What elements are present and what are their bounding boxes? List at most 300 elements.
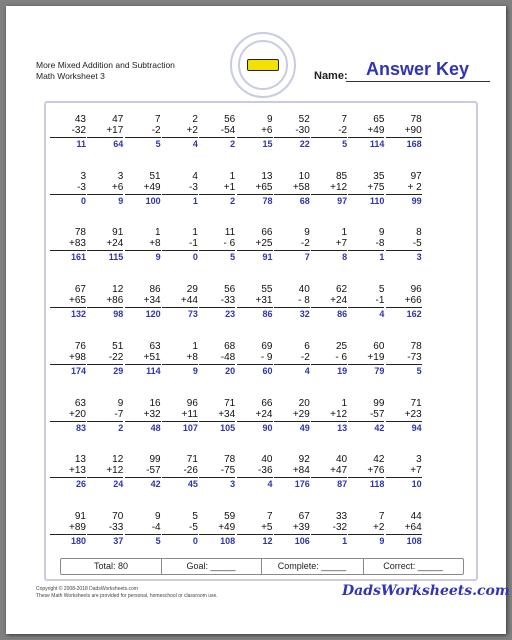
problem [237,284,273,320]
answer: 174 [70,365,86,376]
pencil-icon [247,59,279,71]
problem [125,511,161,547]
top-operand: 40 [298,284,310,296]
answer: 24 [113,479,124,490]
problem [87,511,123,547]
top-operand: 1 [341,397,348,409]
bottom-operand: +75 [367,181,385,193]
bottom-operand: +24 [106,238,124,250]
answer: 32 [299,309,310,320]
top-operand: 9 [378,227,385,239]
problem [311,341,347,377]
problem [162,284,198,320]
top-operand: 1 [192,340,198,352]
bottom-operand: -2 [151,125,161,136]
top-operand: 71 [410,397,422,409]
bottom-operand: -2 [338,125,348,136]
answer: 180 [70,535,86,546]
answer: 132 [70,309,86,320]
top-operand: 62 [335,284,348,296]
problem [311,511,347,547]
top-operand: 29 [186,284,198,296]
problem [87,454,123,490]
answer: 78 [262,195,273,206]
top-operand: 92 [298,454,310,466]
answer: 5 [342,139,348,149]
problem [311,398,347,434]
answer: 162 [406,309,422,320]
answer: 115 [108,252,124,263]
problem [311,227,347,263]
bottom-operand: +7 [335,238,348,250]
bottom-operand: -3 [188,181,198,193]
problem [125,454,161,490]
bottom-operand: +84 [292,465,310,477]
bottom-operand: - 8 [298,295,310,307]
top-operand: 12 [112,284,124,296]
top-operand: 35 [373,170,385,182]
bottom-operand: +49 [218,521,236,533]
answer: 5 [155,139,161,149]
top-operand: 11 [224,227,236,239]
top-operand: 1 [341,227,348,239]
answer: 176 [294,479,310,490]
problem [87,398,123,434]
answer: 5 [155,535,161,546]
problem [348,398,384,434]
top-operand: 5 [192,510,198,522]
bottom-operand: +12 [106,465,124,477]
top-operand: 91 [74,510,86,522]
problem [274,171,310,207]
top-operand: 9 [266,114,273,125]
problem [87,284,123,320]
problem [348,171,384,207]
bottom-operand: -22 [108,351,124,363]
problem [237,227,273,263]
answer: 4 [379,309,385,320]
problem [50,398,86,434]
answer: 110 [369,195,385,206]
bottom-operand: +13 [69,465,86,477]
top-operand: 4 [192,170,198,182]
top-operand: 44 [410,510,422,522]
answer: 37 [113,535,124,546]
top-operand: 65 [373,114,385,125]
problem [50,284,86,320]
top-operand: 91 [112,227,124,239]
answer: 42 [374,422,385,433]
answer: 23 [225,309,236,320]
top-operand: 1 [192,227,198,239]
bottom-operand: -33 [108,521,124,533]
answer: 3 [416,252,422,263]
bottom-operand: +8 [186,351,198,363]
bottom-operand: -5 [412,238,422,250]
problem [311,454,347,490]
bottom-operand: +11 [181,408,198,420]
answer: 1 [379,252,385,263]
bottom-operand: +58 [292,181,310,193]
problem [237,398,273,434]
problem [386,398,422,434]
problem [50,454,86,490]
answer: 49 [299,422,310,433]
bottom-operand: +8 [149,238,161,250]
top-operand: 3 [416,454,422,466]
bottom-operand: +49 [367,125,385,136]
problem [274,511,310,547]
top-operand: 56 [224,284,236,296]
answer: 99 [411,195,422,206]
top-operand: 63 [74,397,86,409]
top-operand: 51 [149,170,161,182]
problem [274,284,310,320]
problem [125,171,161,207]
bottom-operand: - 9 [260,351,273,363]
problem [50,114,86,150]
answer: 105 [220,422,236,433]
answer: 19 [337,365,348,376]
bottom-operand: -33 [220,295,236,307]
bottom-operand: +83 [69,238,86,250]
brand-logo: DadsWorksheets.com [342,583,510,599]
answer: 114 [369,139,385,149]
problem [199,398,235,434]
bottom-operand: -54 [220,125,236,136]
answer: 90 [262,422,273,433]
top-operand: 60 [373,340,385,352]
top-operand: 78 [224,454,236,466]
bottom-operand: +31 [255,295,273,307]
problem [237,114,273,150]
bottom-operand: +65 [69,295,86,307]
answer: 8 [342,252,348,263]
top-operand: 78 [74,227,86,239]
bottom-operand: -48 [220,351,236,363]
answer: 9 [379,535,385,546]
bottom-operand: +90 [404,125,422,136]
correct-field: Correct: _____ [383,561,443,571]
bottom-operand: +17 [106,125,124,136]
answer: 114 [146,365,161,376]
problem [386,227,422,263]
bottom-operand: +32 [143,408,161,420]
bottom-operand: +12 [330,181,348,193]
answer: 161 [70,252,86,263]
problem [386,114,422,150]
answer: 120 [145,309,161,320]
bottom-operand: -2 [300,238,310,250]
answer-key-label: Answer Key [366,59,470,79]
problem [199,284,235,320]
bottom-operand: +23 [404,408,422,420]
bottom-operand: +39 [292,521,310,533]
bottom-operand: +98 [69,351,86,363]
bottom-operand: +2 [372,521,385,533]
top-operand: 96 [186,397,198,409]
bottom-operand: - 6 [223,238,236,250]
top-operand: 68 [224,340,236,352]
complete-field: Complete: _____ [277,561,347,571]
bottom-operand: -3 [77,181,86,193]
answer: 9 [118,195,124,206]
name-field-line [346,81,490,82]
problem [162,341,198,377]
problem [125,114,161,150]
problem [386,511,422,547]
problem [162,171,198,207]
problem [311,284,347,320]
bottom-operand: +24 [255,408,273,420]
bottom-operand: +44 [180,295,198,307]
problem [162,511,198,547]
top-operand: 33 [335,510,348,522]
top-operand: 85 [335,170,348,182]
problem [237,454,273,490]
top-operand: 3 [80,170,86,182]
problem [199,511,235,547]
problem [50,511,86,547]
top-operand: 25 [335,340,348,352]
pencil-badge [230,32,296,98]
bottom-operand: -5 [188,521,198,533]
top-operand: 97 [410,170,422,182]
top-operand: 78 [410,340,422,352]
bottom-operand: + 2 [407,181,422,193]
problem [348,114,384,150]
bottom-operand: +76 [367,465,385,477]
bottom-operand: +64 [404,521,422,533]
top-operand: 7 [378,510,385,522]
answer: 107 [182,422,198,433]
top-operand: 76 [74,340,86,352]
problem [162,227,198,263]
answer: 4 [304,365,310,376]
top-operand: 20 [298,397,310,409]
bottom-operand: +34 [218,408,236,420]
answer: 0 [192,535,198,546]
bottom-operand: -36 [258,465,273,477]
problem [348,227,384,263]
top-operand: 67 [298,510,310,522]
answer: 83 [75,422,86,433]
top-operand: 63 [149,340,161,352]
problem [348,341,384,377]
goal-field: Goal: _____ [186,561,236,571]
answer: 4 [267,479,273,490]
bottom-operand: +25 [255,238,273,250]
problem [162,454,198,490]
problem [87,114,123,150]
answer: 26 [75,479,86,490]
problem [199,341,235,377]
bottom-operand: +49 [143,181,161,193]
bottom-operand: +65 [255,181,273,193]
top-operand: 13 [261,170,273,182]
answer: 94 [411,422,422,433]
answer: 42 [150,479,161,490]
bottom-operand: +12 [330,408,348,420]
top-operand: 51 [112,340,124,352]
answer: 168 [406,139,422,149]
answer: 98 [113,309,124,320]
top-operand: 12 [112,454,124,466]
problem [50,341,86,377]
bottom-operand: +34 [143,295,161,307]
top-operand: 47 [112,114,124,125]
answer: 86 [262,309,273,320]
bottom-operand: +29 [292,408,310,420]
answer: 2 [118,422,124,433]
answer: 60 [262,365,273,376]
problem [199,114,235,150]
score-footer [60,558,464,575]
top-operand: 59 [224,510,236,522]
answer: 79 [374,365,385,376]
bottom-operand: +86 [106,295,124,307]
problem [311,171,347,207]
copyright-text: Copyright © 2008-2018 DadsWorksheets.com [36,586,138,592]
bottom-operand: +19 [367,351,385,363]
problem [311,114,347,150]
problem [87,227,123,263]
answer: 45 [187,479,198,490]
top-operand: 16 [149,397,161,409]
answer: 7 [304,252,310,263]
bottom-operand: +6 [111,181,124,193]
problem [125,398,161,434]
bottom-operand: -7 [114,408,124,420]
answer: 2 [230,195,236,206]
bottom-operand: -32 [332,521,348,533]
answer: 9 [155,252,161,263]
top-operand: 9 [304,227,310,239]
answer: 0 [80,195,86,206]
answer: 22 [299,139,310,149]
bottom-operand: - 6 [335,351,348,363]
top-operand: 1 [229,170,236,182]
top-operand: 70 [112,510,124,522]
problem [50,227,86,263]
answer: 11 [76,139,86,149]
top-operand: 13 [74,454,86,466]
top-operand: 99 [149,454,161,466]
top-operand: 7 [266,510,273,522]
problem [386,284,422,320]
bottom-operand: -26 [183,465,198,477]
bottom-operand: -57 [369,408,385,420]
total-count: Total: 80 [93,561,129,571]
answer: 2 [230,139,236,149]
answer: 5 [416,365,422,376]
problem [274,454,310,490]
answer: 1 [192,195,198,206]
bottom-operand: -8 [375,238,385,250]
problem [87,171,123,207]
top-operand: 52 [298,114,310,125]
top-operand: 40 [261,454,273,466]
top-operand: 71 [186,454,198,466]
answer: 100 [145,195,161,206]
top-operand: 2 [192,114,198,125]
bottom-operand: +51 [143,351,161,363]
problem [237,511,273,547]
answer: 87 [337,479,348,490]
problem [50,171,86,207]
problem [237,171,273,207]
problem [162,398,198,434]
answer: 5 [230,252,236,263]
worksheet-page [6,6,510,634]
bottom-operand: +66 [404,295,422,307]
answer: 106 [294,535,310,546]
answer: 10 [411,479,422,490]
answer: 20 [225,365,236,376]
answer: 12 [262,535,273,546]
problem [199,227,235,263]
top-operand: 78 [410,114,422,125]
problem [237,341,273,377]
bottom-operand: +7 [410,465,422,477]
answer: 68 [299,195,310,206]
answer: 3 [230,479,236,490]
bottom-operand: +24 [330,295,348,307]
problem [386,454,422,490]
top-operand: 7 [341,114,348,125]
worksheet-title: More Mixed Addition and Subtraction [36,60,175,70]
top-operand: 10 [298,170,310,182]
bottom-operand: +89 [69,521,86,533]
problem [348,284,384,320]
name-label: Name: [314,70,348,82]
bottom-operand: -1 [188,238,198,250]
problem [125,284,161,320]
top-operand: 5 [378,284,385,296]
bottom-operand: -57 [146,465,161,477]
top-operand: 96 [410,284,422,296]
top-operand: 71 [224,397,236,409]
problem [386,171,422,207]
problem [386,341,422,377]
bottom-operand: +6 [261,125,273,136]
problem [348,454,384,490]
bottom-operand: +20 [69,408,86,420]
top-operand: 66 [261,227,273,239]
top-operand: 99 [373,397,385,409]
answer: 0 [192,252,198,263]
answer: 91 [262,252,273,263]
usage-notice: These Math Worksheets are provided for personal, homeschool or classroom use. [36,593,218,599]
bottom-operand: -4 [151,521,161,533]
bottom-operand: +47 [330,465,348,477]
bottom-operand: -1 [375,295,385,307]
top-operand: 42 [373,454,385,466]
top-operand: 6 [304,340,310,352]
top-operand: 86 [149,284,161,296]
bottom-operand: +5 [261,521,273,533]
top-operand: 67 [74,284,86,296]
top-operand: 7 [155,114,161,125]
answer: 1 [342,535,348,546]
problem [125,227,161,263]
problem [274,114,310,150]
answer: 4 [192,139,198,149]
problem [199,454,235,490]
answer: 118 [369,479,385,490]
top-operand: 55 [261,284,273,296]
answer: 13 [337,422,348,433]
